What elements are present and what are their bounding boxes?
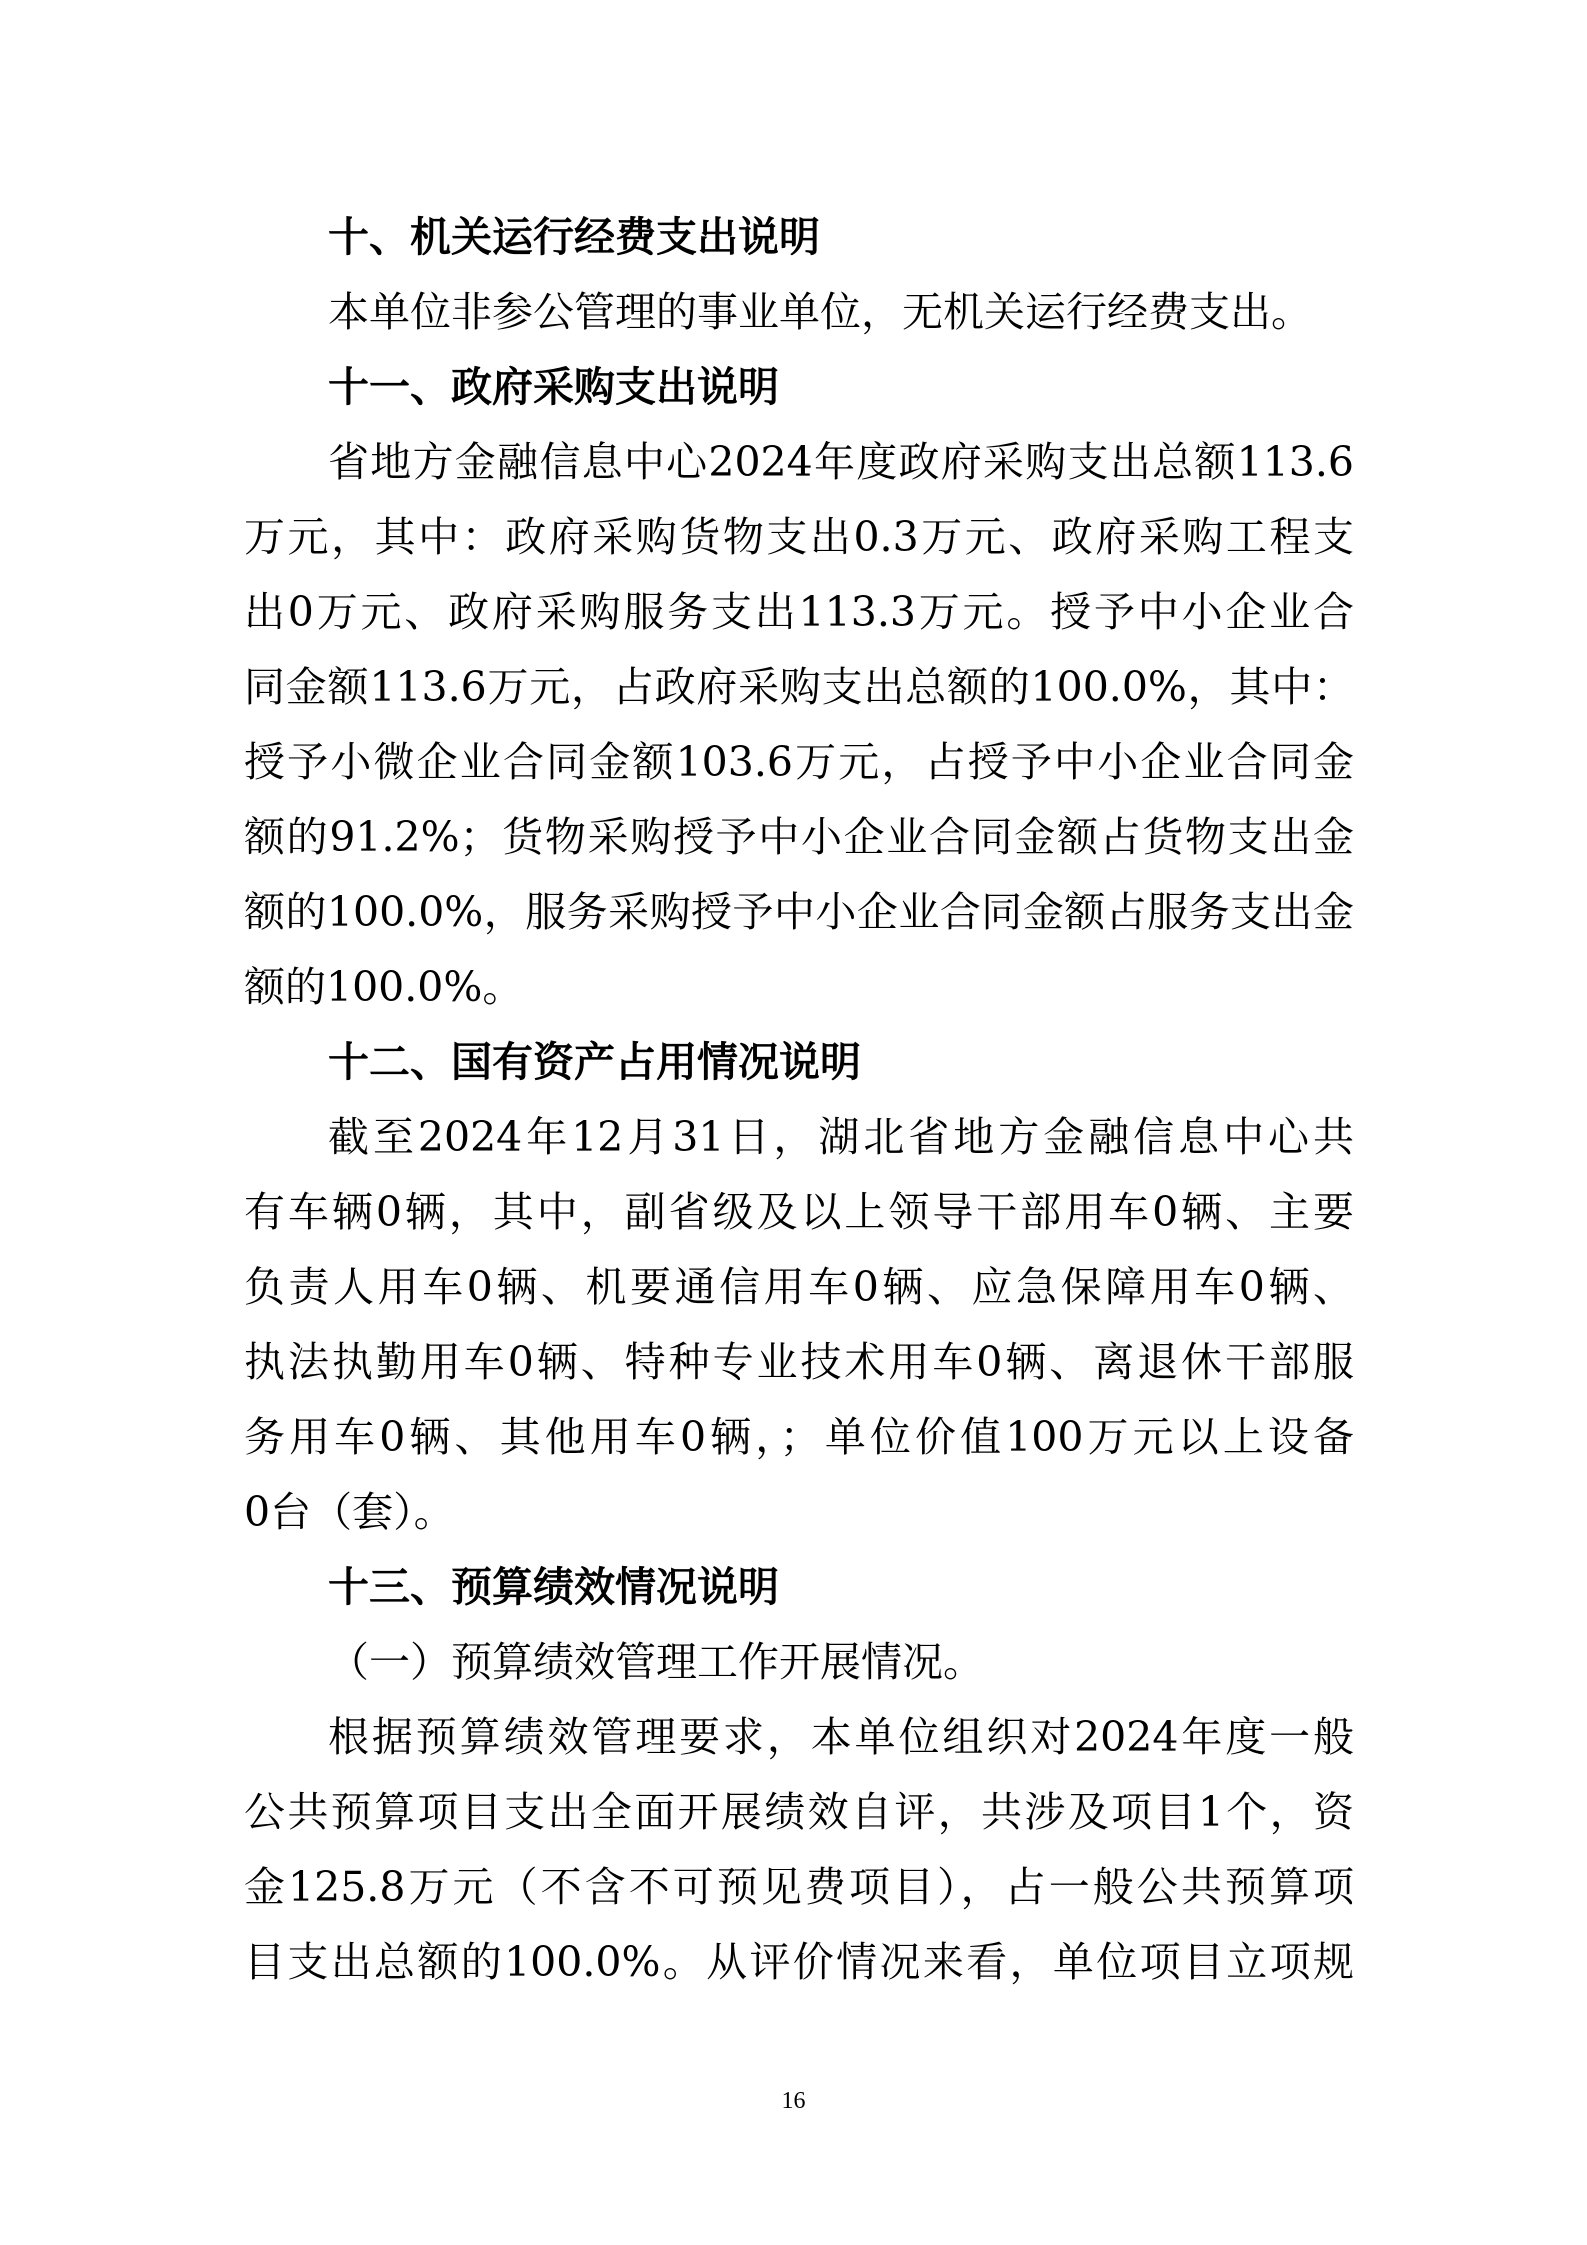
section-13-paragraph: [244, 1700, 1354, 2000]
paragraph-line: 根据预算绩效管理要求，本单位组织对2024年度一般: [328, 1713, 1354, 1761]
paragraph-line: 金125.8万元（不含不可预见费项目），占一般公共预算项: [244, 1863, 1354, 1911]
paragraph-line: 省地方金融信息中心2024年度政府采购支出总额113.6: [328, 438, 1354, 486]
paragraph-line: 额的100.0%。: [244, 963, 524, 1011]
paragraph-line: 出0万元、政府采购服务支出113.3万元。授予中小企业合: [244, 588, 1354, 636]
section-11-heading: 十一、政府采购支出说明: [328, 363, 779, 411]
section-11-paragraph: [244, 425, 1354, 1025]
paragraph-line: 负责人用车0辆、机要通信用车0辆、应急保障用车0辆、: [244, 1263, 1354, 1311]
section-12-heading: 十二、国有资产占用情况说明: [328, 1038, 861, 1086]
paragraph-line: 截至2024年12月31日，湖北省地方金融信息中心共: [328, 1113, 1354, 1161]
paragraph-line: 万元，其中：政府采购货物支出0.3万元、政府采购工程支: [244, 513, 1354, 561]
section-10-heading: 十、机关运行经费支出说明: [328, 213, 820, 261]
page-number: 16: [781, 2088, 806, 2114]
section-12-paragraph: [244, 1100, 1354, 1550]
paragraph-line: 执法执勤用车0辆、特种专业技术用车0辆、离退休干部服: [244, 1338, 1354, 1386]
paragraph-line: 授予小微企业合同金额103.6万元，占授予中小企业合同金: [244, 738, 1354, 786]
section-10-paragraph: [244, 275, 1354, 350]
paragraph-line: 额的91.2%；货物采购授予中小企业合同金额占货物支出金: [244, 813, 1354, 861]
document-body: [244, 200, 1354, 2000]
paragraph-line: 额的100.0%，服务采购授予中小企业合同金额占服务支出金: [244, 888, 1354, 936]
paragraph-line: 公共预算项目支出全面开展绩效自评，共涉及项目1个，资: [244, 1788, 1354, 1836]
paragraph-line: 本单位非参公管理的事业单位，无机关运行经费支出。: [328, 288, 1312, 336]
section-13-heading: 十三、预算绩效情况说明: [328, 1563, 779, 1611]
paragraph-line: 有车辆0辆，其中，副省级及以上领导干部用车0辆、主要: [244, 1188, 1354, 1236]
paragraph-line: 0台（套）。: [244, 1488, 455, 1536]
paragraph-line: 务用车0辆、其他用车0辆，；单位价值100万元以上设备: [244, 1413, 1354, 1461]
paragraph-line: 目支出总额的100.0%。从评价情况来看，单位项目立项规: [244, 1938, 1354, 1986]
paragraph-line: 同金额113.6万元，占政府采购支出总额的100.0%，其中：: [244, 663, 1354, 711]
section-13-subheading: （一）预算绩效管理工作开展情况。: [328, 1638, 984, 1686]
